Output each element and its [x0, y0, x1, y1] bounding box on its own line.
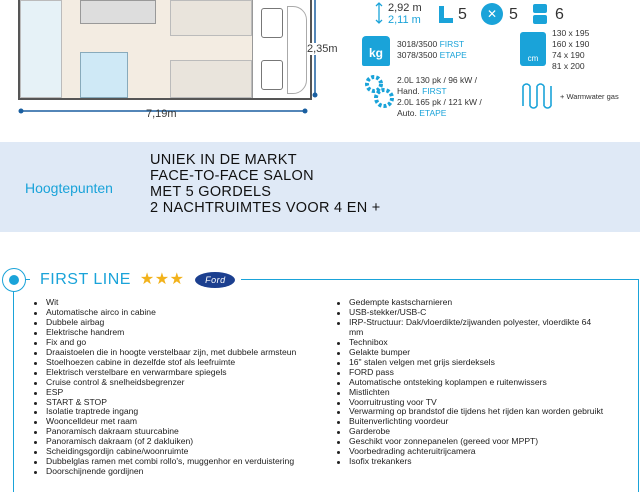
engine-2: 2.0L 165 pk / 121 kW / — [397, 97, 482, 107]
ford-logo: Ford — [195, 272, 235, 288]
engine-specs — [397, 75, 482, 119]
highlights-title: Hoogtepunten — [25, 180, 113, 196]
kitchen — [80, 0, 156, 24]
weight-unit: kg — [368, 46, 383, 60]
height-icon — [374, 2, 384, 24]
list-item: Isofix trekankers — [335, 457, 603, 467]
rating-stars: ★★★ — [139, 271, 185, 288]
sofa-top — [170, 0, 252, 36]
bed-size-3: 74 x 190 — [552, 50, 585, 60]
list-item: USB-stekker/USB-C — [335, 308, 603, 318]
left-feature-list — [32, 298, 296, 477]
highlights-list — [150, 152, 381, 216]
list-item-continuation: mm — [349, 326, 364, 337]
engine-1-trans: Hand. — [397, 86, 420, 96]
list-item: Doorschijnende gordijnen — [32, 467, 296, 477]
list-item: Dubbele airbag — [32, 318, 296, 328]
list-item: Elektrisch verstelbare en verwarmbare spiegels — [32, 368, 296, 378]
sofa-bottom — [170, 60, 252, 98]
section-bullet-icon — [2, 268, 26, 292]
list-item: Panoramisch dakraam (of 2 dakluiken) — [32, 437, 296, 447]
bed-icon — [531, 3, 549, 25]
section-title — [30, 269, 241, 289]
list-item: Gelakte bumper — [335, 348, 603, 358]
list-item: Elektrische handrem — [32, 328, 296, 338]
list-item: Wooncelldeur met raam — [32, 417, 296, 427]
cabin — [252, 0, 311, 98]
list-item: Fix and go — [32, 338, 296, 348]
width-label: 2,35m — [307, 43, 338, 55]
list-item: ESP — [32, 388, 296, 398]
list-item: Geschikt voor zonnepanelen (gereed voor MPPT) — [335, 437, 603, 447]
bed-size-2: 160 x 190 — [552, 39, 590, 49]
height-value-2: 2,11 m — [388, 14, 421, 26]
highlight-1: UNIEK IN DE MARKT — [150, 152, 297, 168]
right-feature-list — [335, 298, 603, 467]
rear-bed — [20, 0, 62, 98]
length-label: 7,19m — [146, 108, 177, 120]
highlight-4: 2 NACHTRUIMTES VOOR 4 EN + — [150, 200, 381, 216]
list-item: IRP-Structuur: Dak/vloerdikte/zijwanden polyester, vloerdikte 64 — [335, 318, 603, 328]
bed-size-icon — [520, 32, 546, 66]
bed-count: 6 — [555, 6, 564, 23]
list-item: Wit — [32, 298, 296, 308]
bathroom — [80, 52, 128, 98]
list-item: Garderobe — [335, 427, 603, 437]
list-item: Draaistoelen die in hoogte verstelbaar zijn, met dubbele armsteun — [32, 348, 296, 358]
list-item: Stoelhoezen cabine in dezelfde stof als leefruimte — [32, 358, 296, 368]
seatbelt-icon — [437, 4, 455, 26]
list-item: Voorbedrading achteruitrijcamera — [335, 447, 603, 457]
list-item: Mistlichten — [335, 388, 603, 398]
list-item: Buitenverlichting voordeur — [335, 417, 603, 427]
bed-sizes — [552, 28, 589, 72]
list-item: Scheidingsgordijn cabine/woonruimte — [32, 447, 296, 457]
weight-specs — [397, 39, 467, 61]
dining-count: 5 — [509, 6, 518, 23]
list-item: Technibox — [335, 338, 603, 348]
list-item: Automatische ontsteking koplampen e ruitenwissers — [335, 378, 603, 388]
list-item: Voorruitrusting voor TV — [335, 398, 603, 408]
bed-size-unit: cm — [527, 54, 539, 63]
weight-first: 3018/3500 — [397, 39, 438, 49]
list-item: Automatische airco in cabine — [32, 308, 296, 318]
heating-icon — [521, 82, 555, 110]
weight-etape: 3078/3500 — [397, 50, 438, 60]
weight-etape-tag: ETAPE — [439, 50, 467, 60]
bed-size-4: 81 x 200 — [552, 61, 585, 71]
list-item: Gedempte kastscharnieren — [335, 298, 603, 308]
engine-gear-icon — [362, 72, 394, 110]
weight-first-tag: FIRST — [439, 39, 465, 49]
list-item: Isolatie traptrede ingang — [32, 407, 296, 417]
floor-plan — [18, 0, 312, 100]
section-title-text: FIRST LINE — [40, 271, 131, 288]
engine-1-tag: FIRST — [422, 86, 447, 96]
highlight-3: MET 5 GORDELS — [150, 184, 272, 200]
list-item: START & STOP — [32, 398, 296, 408]
heating-label: + Warmwater gas — [560, 92, 619, 101]
list-item: Cruise control & snelheidsbegrenzer — [32, 378, 296, 388]
engine-2-trans: Auto. — [397, 108, 417, 118]
engine-2-tag: ETAPE — [419, 108, 447, 118]
seatbelt-count: 5 — [458, 6, 467, 23]
list-item: Dubbelglas ramen met combi rollo's, muggenhor en verduistering — [32, 457, 296, 467]
list-item: FORD pass — [335, 368, 603, 378]
list-item: 16" stalen velgen met grijs sierdeksels — [335, 358, 603, 368]
list-item: Verwarming op brandstof die tijdens het rijden kan worden gebruikt — [335, 407, 603, 417]
highlight-2: FACE-TO-FACE SALON — [150, 168, 314, 184]
engine-1: 2.0L 130 pk / 96 kW / — [397, 75, 478, 85]
list-item: Panoramisch dakraam stuurcabine — [32, 427, 296, 437]
weight-icon — [362, 36, 390, 66]
bed-size-1: 130 x 195 — [552, 28, 590, 38]
height-value-1: 2,92 m — [388, 2, 422, 14]
dining-icon: ✕ — [481, 3, 503, 25]
